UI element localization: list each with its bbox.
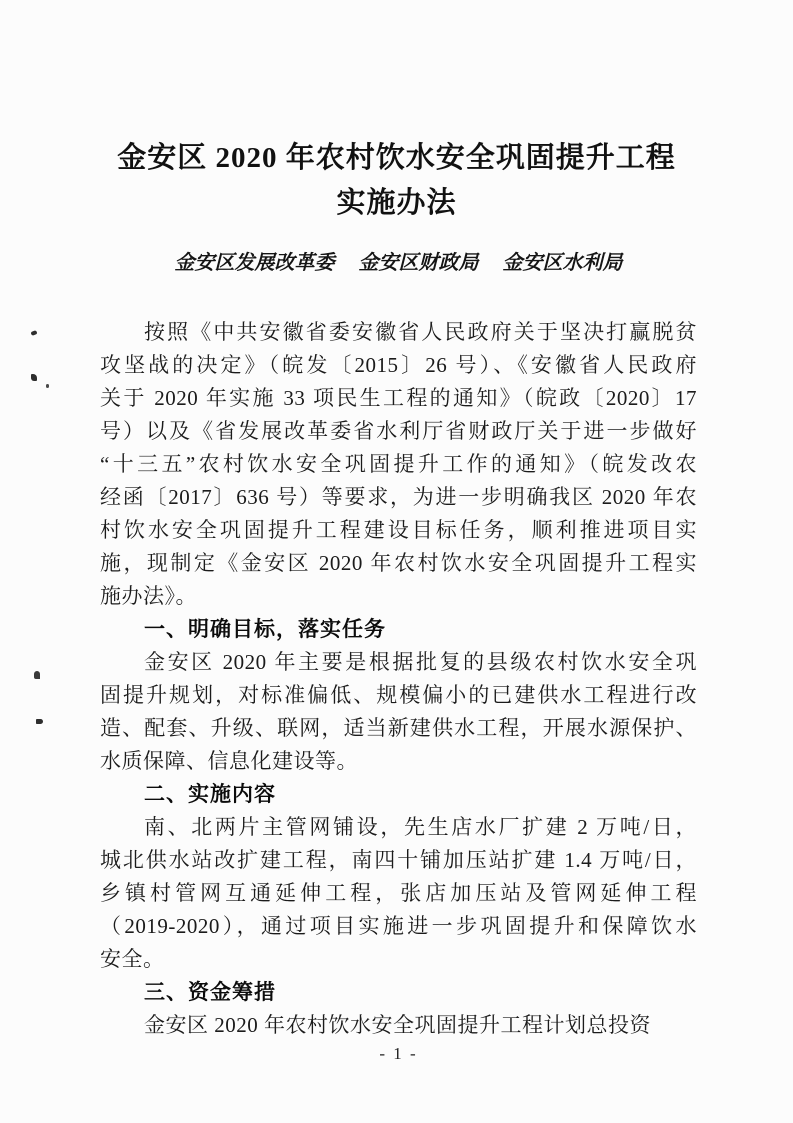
body-line: 按照《中共安徽省委安徽省人民政府关于坚决打赢脱贫 [144,320,697,344]
agency-finance-bureau: 金安区财政局 [358,252,479,274]
body-line: 南、北两片主管网铺设，先生店水厂扩建 2 万吨/日， [144,815,697,839]
body-line: 金安区 2020 年主要是根据批复的县级农村饮水安全巩 [144,650,697,674]
document-body [100,316,697,1042]
scan-speck [36,719,43,724]
body-line: 固提升规划，对标准偏低、规模偏小的已建供水工程进行改 [100,683,697,707]
body-line: 村饮水安全巩固提升工程建设目标任务，顺利推进项目实 [100,518,697,542]
body-line: 号）以及《省发展改革委省水利厅省财政厅关于进一步做好 [100,419,697,443]
body-line: 安全。 [100,947,165,971]
body-line: 攻坚战的决定》（皖发〔2015〕26 号）、《安徽省人民政府 [100,353,697,377]
body-line: 经函〔2017〕636 号）等要求，为进一步明确我区 2020 年农 [100,485,697,509]
body-line: 施办法》。 [100,584,197,608]
document-title-line-1: 金安区 2020 年农村饮水安全巩固提升工程 [117,142,676,174]
section-heading: 一、明确目标，落实任务 [144,618,386,641]
body-line: （2019-2020），通过项目实施进一步巩固提升和保障饮水 [100,914,697,938]
scan-speck [34,671,40,679]
agency-development-reform: 金安区发展改革委 [174,252,335,274]
scan-speck [30,330,37,336]
body-line: 水质保障、信息化建设等。 [100,749,358,773]
agency-water-bureau: 金安区水利局 [502,252,623,274]
body-line: 关于 2020 年实施 33 项民生工程的通知》（皖政〔2020〕17 [100,386,697,410]
scan-speck [46,384,49,388]
body-line: 金安区 2020 年农村饮水安全巩固提升工程计划总投资 [144,1013,651,1037]
document-content [100,0,697,1123]
document-title-line-2: 实施办法 [336,187,457,219]
body-line: “十三五”农村饮水安全巩固提升工作的通知》（皖发改农 [100,452,697,476]
scan-speck [31,374,37,381]
body-line: 施，现制定《金安区 2020 年农村饮水安全巩固提升工程实 [100,551,697,575]
issuing-agencies [100,246,697,275]
section-heading: 三、资金筹措 [144,981,276,1004]
body-line: 城北供水站改扩建工程，南四十铺加压站扩建 1.4 万吨/日， [100,848,697,872]
body-line: 乡镇村管网互通延伸工程，张店加压站及管网延伸工程 [100,881,697,905]
section-heading: 二、实施内容 [144,783,276,806]
body-line: 造、配套、升级、联网，适当新建供水工程，开展水源保护、 [100,716,697,740]
page-number: - 1 - [379,1044,418,1063]
